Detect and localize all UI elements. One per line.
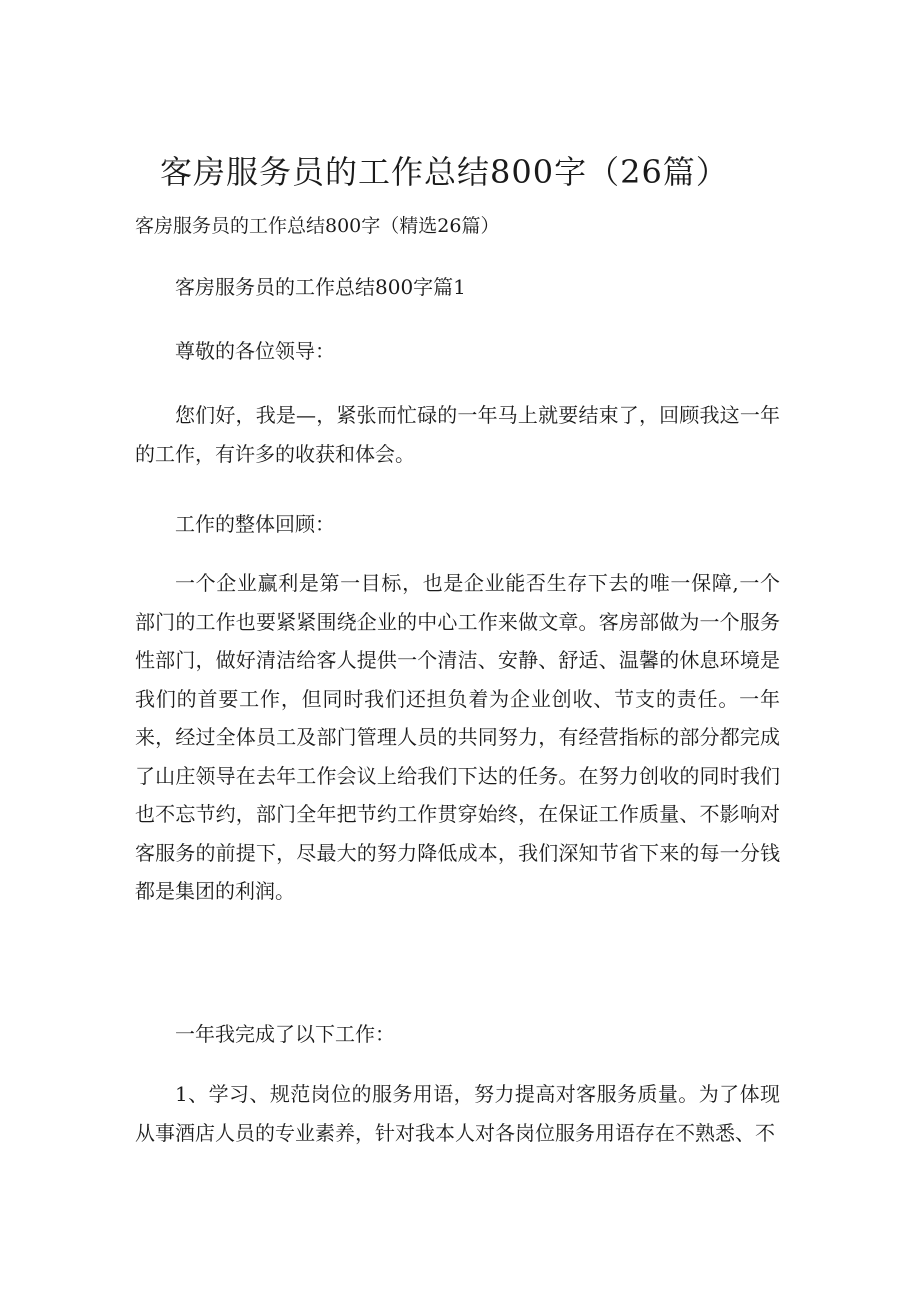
main-paragraph: 一个企业赢利是第一目标，也是企业能否生存下去的唯一保障,一个部门的工作也要紧紧围绕企业的中心工作来做文章。客房部做为一个服务性部门，做好清洁给客人提供一个清洁、安静、舒适、温馨的休息环境是我们的首要工作，但同时我们还担负着为企业创收、节支的责任。一年来，经过全体员工及部门管理人员的共同努力，有经营指标的部分都完成了山庄领导在去年工作会议上给我们下达的任务。在努力创收的同时我们也不忘节约，部门全年把节约工作贯穿始终，在保证工作质量、不影响对客服务的前提下，尽最大的努力降低成本，我们深知节省下来的每一分钱都是集团的利润。 [135,571,780,903]
list-item-1: 1、学习、规范岗位的服务用语，努力提高对客服务质量。为了体现从事酒店人员的专业素养，针对我本人对各岗位服务用语存在不熟悉、不 [135,1082,780,1145]
intro-paragraph: 您们好，我是—，紧张而忙碌的一年马上就要结束了，回顾我这一年的工作，有许多的收获和体会。 [135,403,780,466]
section-heading: 客房服务员的工作总结800字篇1 [175,275,466,299]
list-intro-paragraph: 一年我完成了以下工作： [175,1022,395,1046]
document-subtitle: 客房服务员的工作总结800字（精选26篇） [135,215,500,237]
greeting-paragraph: 尊敬的各位领导： [175,339,335,363]
overview-label: 工作的整体回顾： [175,512,335,536]
document-title: 客房服务员的工作总结800字（26篇） [160,153,729,191]
